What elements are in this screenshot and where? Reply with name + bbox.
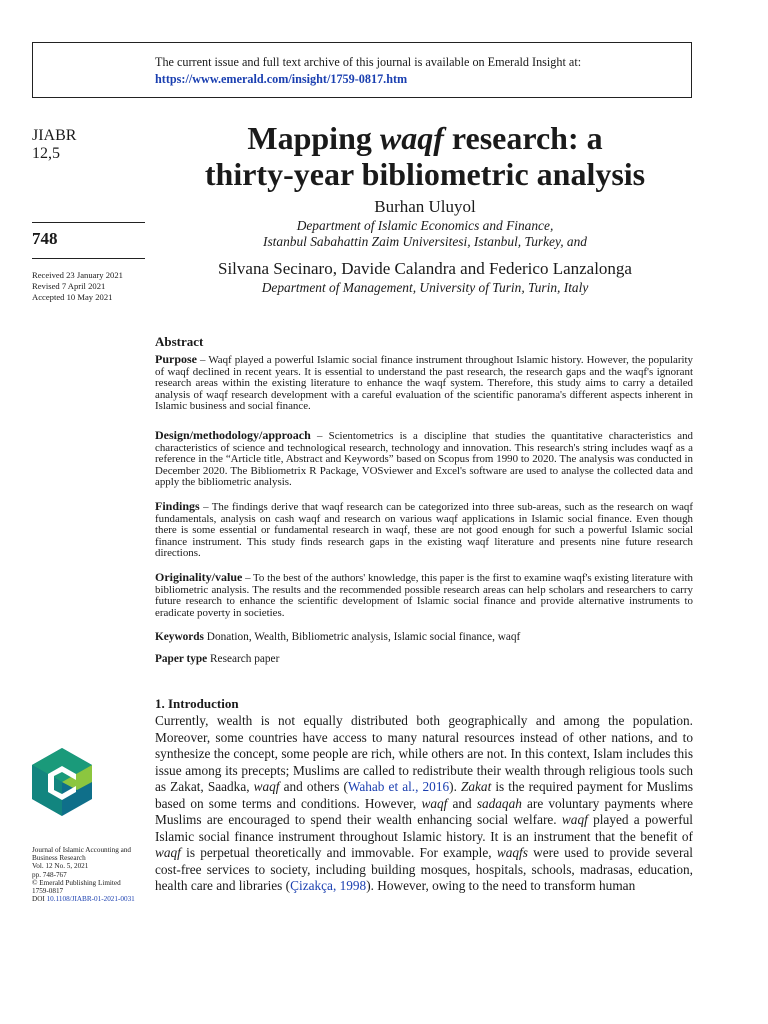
originality-text: – To the best of the authors' knowledge, this paper is the first to examine waqf's existing literature with bibliometric analysis. The results and the recommended possible research areas can help scholars and researchers to carry future research to enhance the scientific development of Islamic social finance and provide alternative instruments to eradicate poverty in societies.: [155, 572, 693, 619]
purpose-text: – Waqf played a powerful Islamic social finance instrument throughout Islamic history. However, the popularity of waqf declined in recent years. It is essential to understand the past research, the research gaps and the waqf's ignorant research areas within the existing literature to enhance the waqf system. Therefore, this study aims to carry a detailed analysis of waqf research development with a careful evaluation of the scientific panorama's different aspects inherent in Islamic business and social finance.: [155, 354, 693, 413]
footer-line: Business Research: [32, 854, 86, 863]
citation-link[interactable]: Wahab et al., 2016: [347, 779, 450, 794]
keywords: [155, 631, 520, 643]
intro-italic: sadaqah: [476, 795, 522, 811]
intro-italic: waqf: [421, 795, 448, 811]
footer-line: 1759-0817: [32, 887, 64, 896]
paper-title: [140, 120, 710, 192]
journal-url-link[interactable]: https://www.emerald.com/insight/1759-0817.htm: [155, 72, 408, 86]
accepted-date: Accepted 10 May 2021: [32, 292, 113, 302]
received-date: Received 23 January 2021: [32, 270, 123, 280]
abstract-heading: Abstract: [155, 334, 204, 349]
emerald-logo-icon: [30, 746, 94, 818]
introduction-heading: 1. Introduction: [155, 696, 239, 711]
affiliation-1: [140, 218, 710, 250]
intro-text: ).: [449, 779, 461, 794]
intro-italic: waqf: [561, 812, 588, 827]
intro-text: ). However, owing to the need to transform human: [366, 878, 636, 893]
paper-type-text: Research paper: [210, 653, 280, 665]
intro-text: are voluntary payments where Muslims are encouraged to spend their wealth enhancing social welfare.: [155, 795, 694, 827]
abstract-findings: [155, 501, 693, 560]
paper-type: [155, 653, 279, 665]
revised-date: Revised 7 April 2021: [32, 281, 106, 291]
intro-text: and: [447, 795, 477, 811]
title-part: Mapping: [247, 120, 380, 156]
page-number: 748: [32, 229, 58, 248]
intro-text: were used to provide several cost-free services to society, including building mosques, hospitals, schools, madrasas, education, health care and libraries (: [155, 845, 693, 893]
intro-italic: waqf: [253, 779, 280, 794]
intro-italic: waqfs: [496, 845, 528, 860]
keywords-text: Donation, Wealth, Bibliometric analysis, Islamic social finance, waqf: [206, 631, 521, 643]
intro-text: Currently, wealth is not equally distributed both geographically and among the population. Moreover, some countries have access to many natural resources instead of other nations, and to synthesize the concept, some people are rich, while others are not. In this context, Islam includes this issue among its precepts; Muslims are called to redistribute their wealth through religious tools such as Zakat, Saadka,: [155, 713, 693, 794]
abstract-purpose: [155, 354, 693, 413]
author-1: Burhan Uluyol: [374, 197, 476, 216]
originality-label: Originality/value: [155, 570, 243, 584]
journal-abbreviation: [32, 127, 76, 163]
design-label: Design/methodology/approach: [155, 428, 311, 442]
author-2: Silvana Secinaro, Davide Calandra and Federico Lanzalonga: [218, 259, 632, 278]
sidebar-rule-bottom: [32, 258, 145, 259]
intro-text: and others (: [279, 779, 348, 794]
journal-availability-box: [32, 42, 692, 98]
journal-volume: 12,5: [32, 145, 60, 162]
findings-text: – The findings derive that waqf research can be categorized into three sub-areas, such as the research on waqf fundamentals, analysis on cash waqf and research on various waqf applications in Islamic social finance. Even though there is some essential or fundamental research in waqf, these are not good enough for such a powerful Islamic social finance instrument. This study finds research gaps in the existing waqf literature and presents nine future research directions.: [155, 501, 693, 560]
journal-citation-info: [32, 846, 147, 903]
intro-text: is the required payment for Muslims based on some terms and conditions. However,: [155, 779, 694, 811]
paper-type-label: Paper type: [155, 653, 208, 665]
title-part: research: a: [443, 120, 603, 156]
availability-text: The current issue and full text archive of this journal is available on Emerald Insight at:: [155, 55, 582, 69]
sidebar-rule-top: [32, 222, 145, 223]
intro-text: is perpetual theoretically and immovable. For example,: [180, 845, 497, 860]
affiliation-2: Department of Management, University of Turin, Turin, Italy: [261, 280, 589, 295]
affiliation-line: Department of Islamic Economics and Finance,: [296, 218, 554, 233]
footer-line: Vol. 12 No. 5, 2021: [32, 862, 89, 871]
footer-line: Journal of Islamic Accounting and: [32, 846, 132, 854]
purpose-label: Purpose: [155, 352, 197, 366]
introduction-body: [155, 713, 693, 895]
doi-line: [32, 895, 147, 903]
doi-link[interactable]: 10.1108/JIABR-01-2021-0031: [46, 895, 135, 904]
intro-text: played a powerful Islamic social finance instrument throughout Islamic history. It is an instrument that the benefit of: [155, 812, 693, 844]
design-text: – Scientometrics is a discipline that studies the quantitative characteristics and characteristics of science and technological research, technology and innovation. This research's string includes waqf as a reference in the “Article title, Abstract and Keywords” based on Scopus from 1990 to 2020. The analysis was conducted in December 2020. The Bibliometrix R Package, VOSviewer and Excel's software are used to analyse the collected data and apply the bibliometric analysis.: [155, 430, 693, 489]
abstract-design: [155, 430, 693, 489]
intro-italic: waqf: [155, 845, 181, 860]
citation-link[interactable]: Çizakça, 1998: [290, 878, 367, 893]
submission-dates: [32, 270, 123, 303]
footer-line: © Emerald Publishing Limited: [32, 878, 121, 887]
footer-line: pp. 748-767: [32, 870, 67, 879]
findings-label: Findings: [155, 499, 200, 513]
doi-label: DOI: [32, 895, 45, 904]
affiliation-line: Istanbul Sabahattin Zaim Universitesi, Istanbul, Turkey, and: [263, 234, 587, 249]
title-line2: thirty-year bibliometric analysis: [204, 156, 646, 192]
abstract-originality: [155, 572, 693, 619]
journal-abbr: JIABR: [32, 127, 77, 144]
keywords-label: Keywords: [155, 631, 204, 643]
intro-italic: Zakat: [460, 779, 492, 794]
title-italic: waqf: [379, 120, 444, 156]
